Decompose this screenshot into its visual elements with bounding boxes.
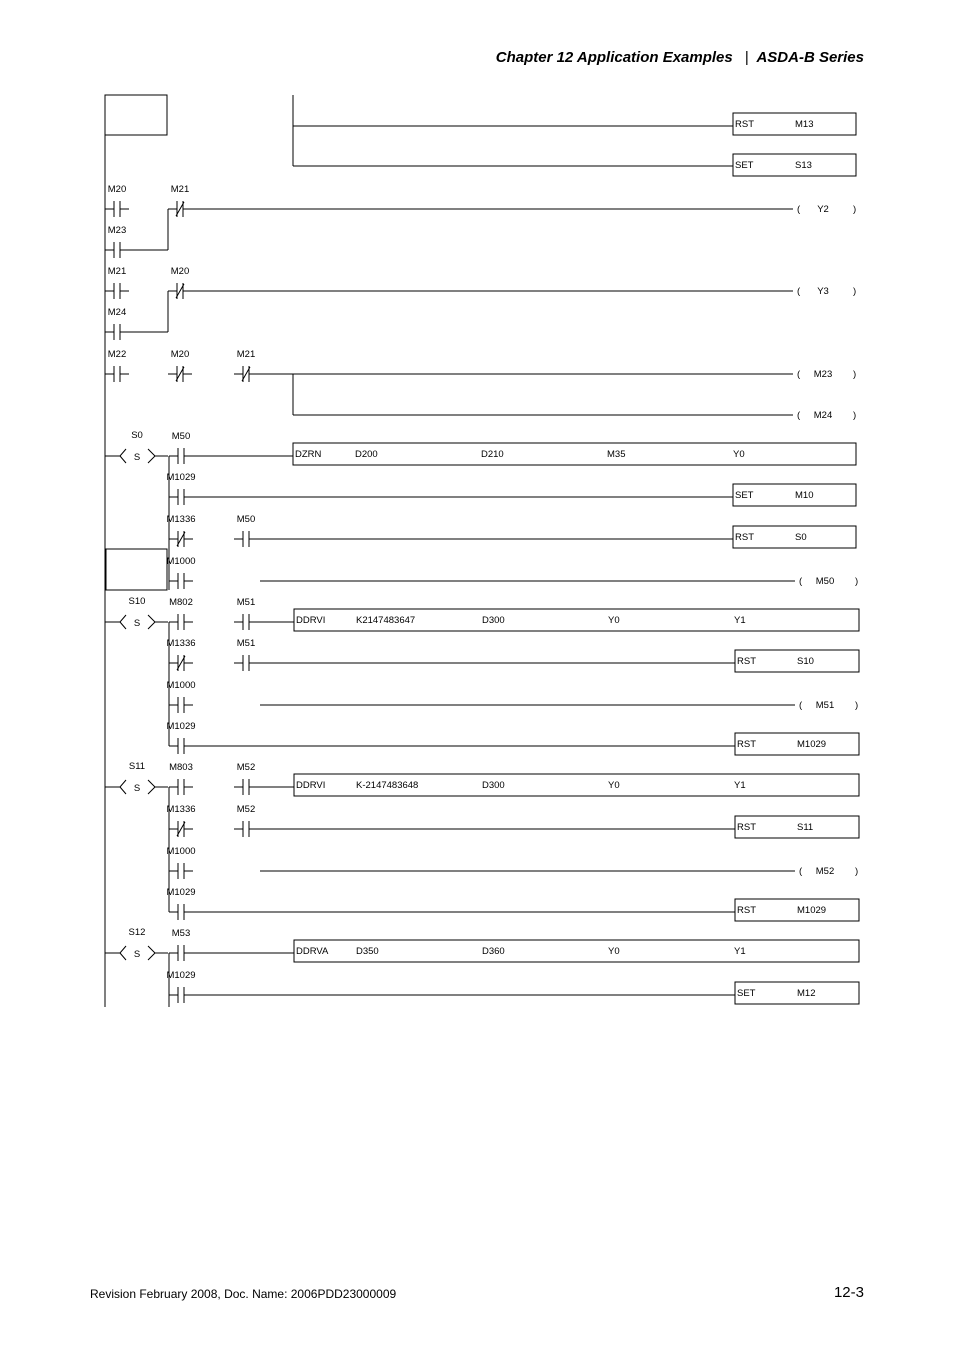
contact-label: M20 [107,184,127,195]
contact-label: M1336 [166,514,196,525]
contact-label: M802 [169,597,193,608]
coil-paren-open: ( [797,410,801,421]
instruction-arg: Y1 [734,615,746,626]
instruction-arg: D210 [481,449,504,460]
instruction-arg: S0 [795,532,807,543]
coil-label: M24 [813,410,833,421]
instruction-op: DDRVI [296,615,326,626]
instruction-box [294,940,859,962]
coil-paren-close: ) [855,866,859,877]
contact-label: M803 [169,762,193,773]
contact-label: M52 [236,762,256,773]
instruction-arg: D350 [356,946,379,957]
instruction-op: RST [735,119,754,130]
instruction-arg: Y0 [733,449,745,460]
contact-label: M53 [171,928,191,939]
contact-label: M50 [171,431,191,442]
instruction-arg: K-2147483648 [356,780,419,791]
instruction-arg: S10 [797,656,814,667]
step-label: S11 [128,761,146,772]
coil-paren-close: ) [853,286,857,297]
contact-label: M1000 [166,556,196,567]
instruction-op: DZRN [295,449,322,460]
instruction-arg: S11 [797,822,814,833]
contact-label: M23 [107,225,127,236]
instruction-op: SET [735,490,754,501]
instruction-op: DDRVI [296,780,326,791]
step-label: S0 [131,430,143,441]
contact-label: M21 [170,184,190,195]
contact-label: M22 [107,349,127,360]
instruction-arg: Y1 [734,946,746,957]
header-separator: | [744,49,749,66]
instruction-arg: D300 [482,615,505,626]
instruction-arg: K2147483647 [356,615,416,626]
coil-paren-open: ( [799,866,803,877]
instruction-arg: Y0 [608,780,620,791]
contact-label: M51 [236,638,256,649]
coil-paren-close: ) [855,700,859,711]
step-letter: S [133,618,141,629]
step-letter: S [133,783,141,794]
coil-paren-close: ) [853,410,857,421]
contact-label: M50 [236,514,256,525]
instruction-op: RST [737,656,756,667]
coil-label: M50 [815,576,835,587]
instruction-op: RST [737,822,756,833]
coil-paren-close: ) [853,369,857,380]
instruction-arg: M13 [795,119,814,130]
contact-label: M21 [236,349,256,360]
coil-paren-open: ( [799,576,803,587]
instruction-op: SET [737,988,756,999]
instruction-arg: M1029 [797,905,827,916]
instruction-op: DDRVA [296,946,329,957]
contact-label: M1029 [166,721,196,732]
coil-label: Y2 [817,204,829,215]
instruction-arg: Y0 [608,946,620,957]
coil-label: M23 [813,369,833,380]
coil-paren-open: ( [797,204,801,215]
instruction-arg: M10 [795,490,814,501]
contact-label: M20 [170,266,190,277]
contact-label: M21 [107,266,127,277]
step-letter: S [133,949,141,960]
contact-label: M1029 [166,472,196,483]
instruction-op: RST [737,739,756,750]
series-title: ASDA-B Series [756,49,864,66]
coil-paren-close: ) [855,576,859,587]
page-number: 12-3 [833,1284,864,1301]
coil-paren-close: ) [853,204,857,215]
contact-label: M24 [107,307,127,318]
coil-label: M51 [815,700,835,711]
coil-label: Y3 [817,286,829,297]
contact-label: M1000 [166,846,196,857]
instruction-arg: D200 [355,449,378,460]
instruction-arg: D360 [482,946,505,957]
chapter-title: Chapter 12 Application Examples [495,49,733,66]
step-label: S10 [128,596,146,607]
contact-label: M1029 [166,887,196,898]
step-letter: S [133,452,141,463]
footer-revision: Revision February 2008, Doc. Name: 2006PDD23000009 [90,1287,397,1301]
contact-label: M1336 [166,804,196,815]
contact-label: M1029 [166,970,196,981]
coil-label: M52 [815,866,835,877]
contact-label: M1000 [166,680,196,691]
step-box [106,549,167,590]
instruction-op: SET [735,160,754,171]
step-label: S12 [128,927,146,938]
instruction-arg: M12 [797,988,816,999]
instruction-arg: Y1 [734,780,746,791]
contact-label: M1336 [166,638,196,649]
contact-label: M20 [170,349,190,360]
instruction-arg: M1029 [797,739,827,750]
coil-paren-open: ( [797,369,801,380]
contact-label: M51 [236,597,256,608]
coil-paren-open: ( [799,700,803,711]
step-box [105,95,167,135]
contact-label: M52 [236,804,256,815]
instruction-arg: M35 [607,449,626,460]
instruction-op: RST [737,905,756,916]
instruction-arg: S13 [795,160,812,171]
instruction-arg: D300 [482,780,505,791]
instruction-arg: Y0 [608,615,620,626]
coil-paren-open: ( [797,286,801,297]
instruction-op: RST [735,532,754,543]
